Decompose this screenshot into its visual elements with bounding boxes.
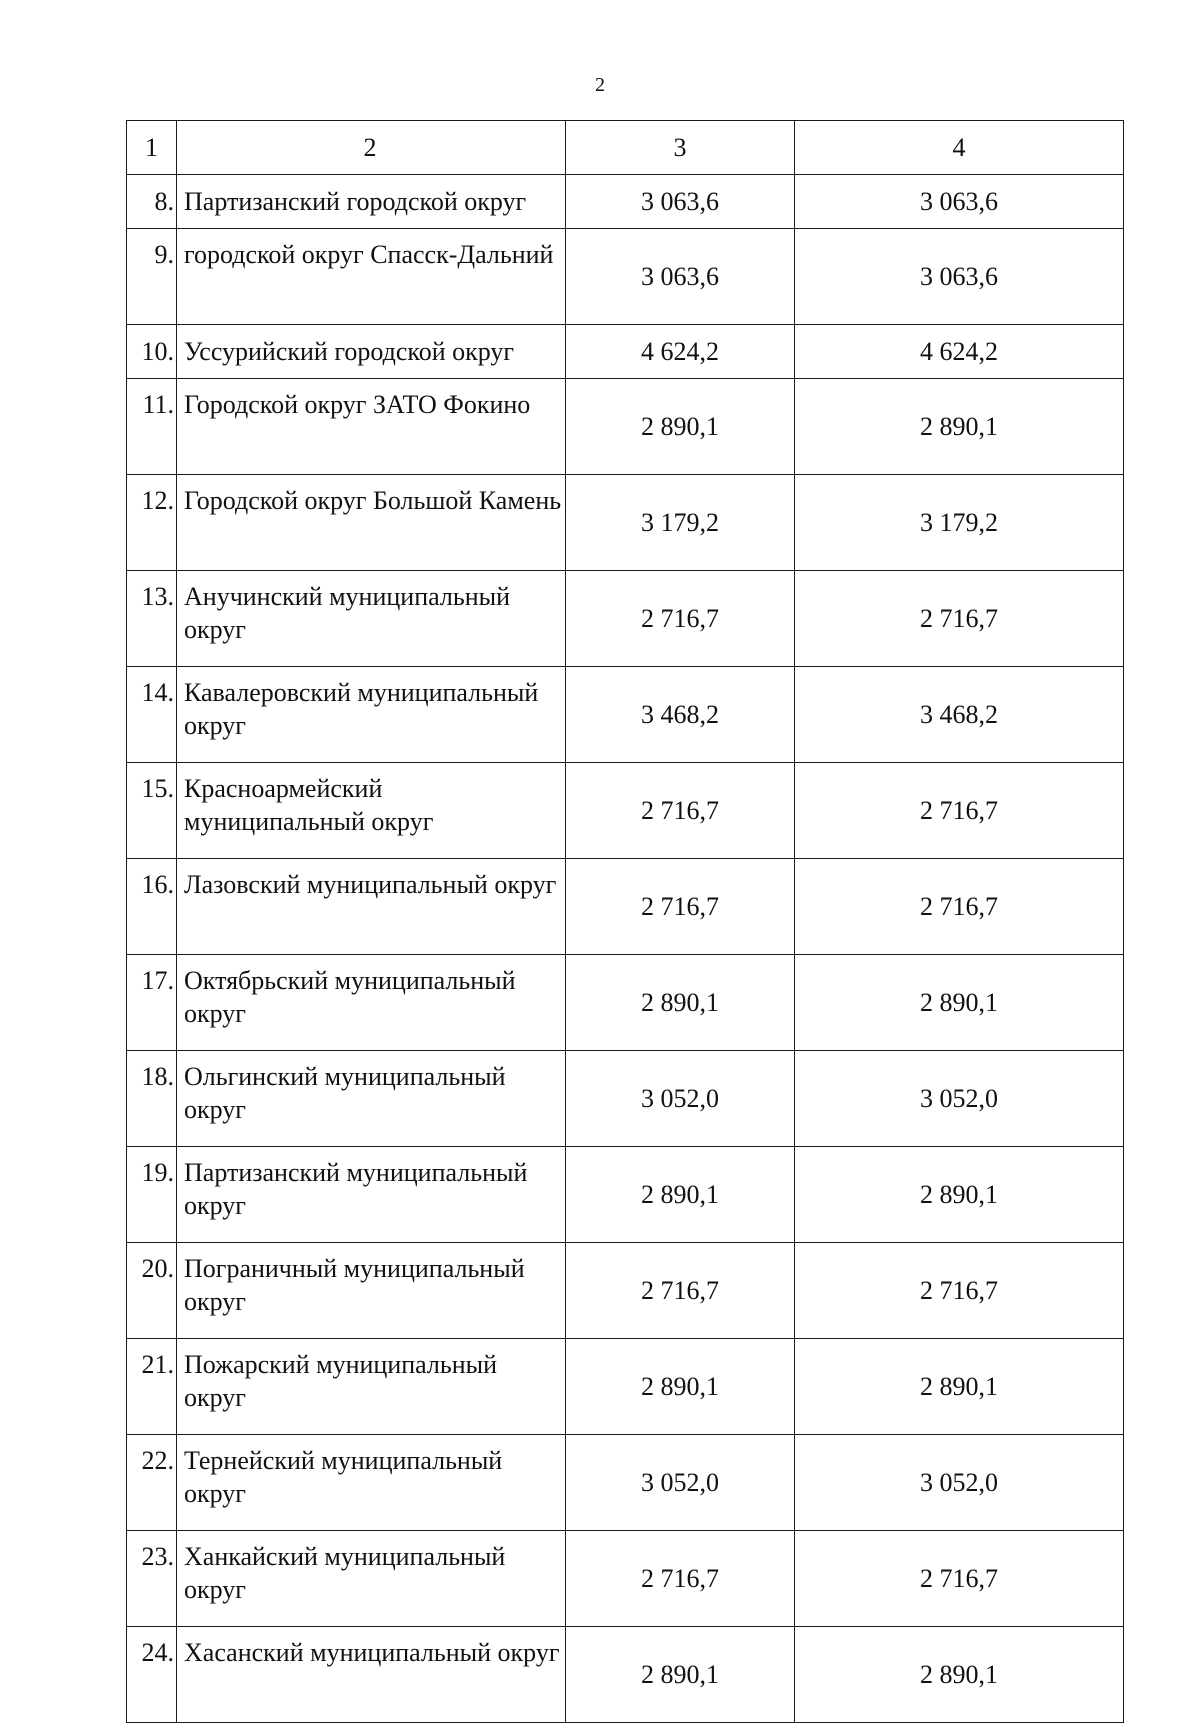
- value-col3: 2 716,7: [566, 859, 795, 955]
- header-cell-4: 4: [795, 121, 1124, 175]
- row-number: 15.: [127, 763, 177, 859]
- value-col3: 2 890,1: [566, 1627, 795, 1723]
- table-row: [127, 379, 1124, 475]
- allocation-table: [126, 120, 1124, 1723]
- municipality-name: Красноармейский муниципальный округ: [177, 763, 566, 859]
- value-col4: 3 052,0: [795, 1051, 1124, 1147]
- municipality-name: Тернейский муниципальный округ: [177, 1435, 566, 1531]
- row-number: 19.: [127, 1147, 177, 1243]
- value-col3: 2 890,1: [566, 1147, 795, 1243]
- row-number: 22.: [127, 1435, 177, 1531]
- table-row: [127, 571, 1124, 667]
- value-col4: 2 890,1: [795, 379, 1124, 475]
- value-col3: 2 716,7: [566, 763, 795, 859]
- value-col4: 2 890,1: [795, 1627, 1124, 1723]
- municipality-name: Кавалеровский муниципальный округ: [177, 667, 566, 763]
- row-number: 11.: [127, 379, 177, 475]
- value-col3: 2 890,1: [566, 955, 795, 1051]
- row-number: 13.: [127, 571, 177, 667]
- header-cell-1: 1: [127, 121, 177, 175]
- value-col3: 3 063,6: [566, 229, 795, 325]
- value-col3: 2 890,1: [566, 1339, 795, 1435]
- value-col3: 2 716,7: [566, 1531, 795, 1627]
- municipality-name: Анучинский муниципальный округ: [177, 571, 566, 667]
- row-number: 23.: [127, 1531, 177, 1627]
- table-header-row: [127, 121, 1124, 175]
- table-row: [127, 1339, 1124, 1435]
- value-col4: 3 052,0: [795, 1435, 1124, 1531]
- municipality-name: Уссурийский городской округ: [177, 325, 566, 379]
- header-cell-2: 2: [177, 121, 566, 175]
- value-col4: 2 890,1: [795, 1147, 1124, 1243]
- row-number: 20.: [127, 1243, 177, 1339]
- table-row: [127, 229, 1124, 325]
- row-number: 10.: [127, 325, 177, 379]
- value-col4: 2 716,7: [795, 763, 1124, 859]
- municipality-name: Городской округ Большой Камень: [177, 475, 566, 571]
- municipality-name: Октябрьский муниципальный округ: [177, 955, 566, 1051]
- table-row: [127, 1147, 1124, 1243]
- value-col4: 2 716,7: [795, 859, 1124, 955]
- table-row: [127, 175, 1124, 229]
- value-col4: 4 624,2: [795, 325, 1124, 379]
- value-col4: 2 716,7: [795, 1243, 1124, 1339]
- row-number: 17.: [127, 955, 177, 1051]
- value-col3: 4 624,2: [566, 325, 795, 379]
- table-row: [127, 763, 1124, 859]
- value-col4: 2 890,1: [795, 1339, 1124, 1435]
- value-col4: 3 063,6: [795, 175, 1124, 229]
- value-col3: 3 052,0: [566, 1435, 795, 1531]
- municipality-name: Ольгинский муниципальный округ: [177, 1051, 566, 1147]
- municipality-name: городской округ Спасск-Дальний: [177, 229, 566, 325]
- table-row: [127, 1243, 1124, 1339]
- value-col3: 3 063,6: [566, 175, 795, 229]
- municipality-name: Пограничный муниципальный округ: [177, 1243, 566, 1339]
- row-number: 18.: [127, 1051, 177, 1147]
- value-col4: 2 716,7: [795, 571, 1124, 667]
- table-row: [127, 667, 1124, 763]
- municipality-name: Городской округ ЗАТО Фокино: [177, 379, 566, 475]
- value-col3: 3 468,2: [566, 667, 795, 763]
- table-row: [127, 859, 1124, 955]
- row-number: 12.: [127, 475, 177, 571]
- table-row: [127, 1531, 1124, 1627]
- row-number: 9.: [127, 229, 177, 325]
- table-row: [127, 475, 1124, 571]
- municipality-name: Лазовский муниципальный округ: [177, 859, 566, 955]
- value-col3: 2 890,1: [566, 379, 795, 475]
- value-col3: 3 052,0: [566, 1051, 795, 1147]
- table-row: [127, 1051, 1124, 1147]
- row-number: 14.: [127, 667, 177, 763]
- value-col4: 3 063,6: [795, 229, 1124, 325]
- table-row: [127, 325, 1124, 379]
- value-col3: 3 179,2: [566, 475, 795, 571]
- municipality-name: Партизанский городской округ: [177, 175, 566, 229]
- municipality-name: Хасанский муниципальный округ: [177, 1627, 566, 1723]
- page-number: 2: [595, 74, 605, 96]
- row-number: 24.: [127, 1627, 177, 1723]
- municipality-name: Ханкайский муниципальный округ: [177, 1531, 566, 1627]
- row-number: 16.: [127, 859, 177, 955]
- municipality-name: Партизанский муниципальный округ: [177, 1147, 566, 1243]
- value-col3: 2 716,7: [566, 1243, 795, 1339]
- value-col4: 2 716,7: [795, 1531, 1124, 1627]
- value-col4: 3 468,2: [795, 667, 1124, 763]
- header-cell-3: 3: [566, 121, 795, 175]
- municipality-name: Пожарский муниципальный округ: [177, 1339, 566, 1435]
- table-row: [127, 1627, 1124, 1723]
- value-col4: 3 179,2: [795, 475, 1124, 571]
- table-row: [127, 955, 1124, 1051]
- row-number: 8.: [127, 175, 177, 229]
- table-row: [127, 1435, 1124, 1531]
- value-col3: 2 716,7: [566, 571, 795, 667]
- row-number: 21.: [127, 1339, 177, 1435]
- value-col4: 2 890,1: [795, 955, 1124, 1051]
